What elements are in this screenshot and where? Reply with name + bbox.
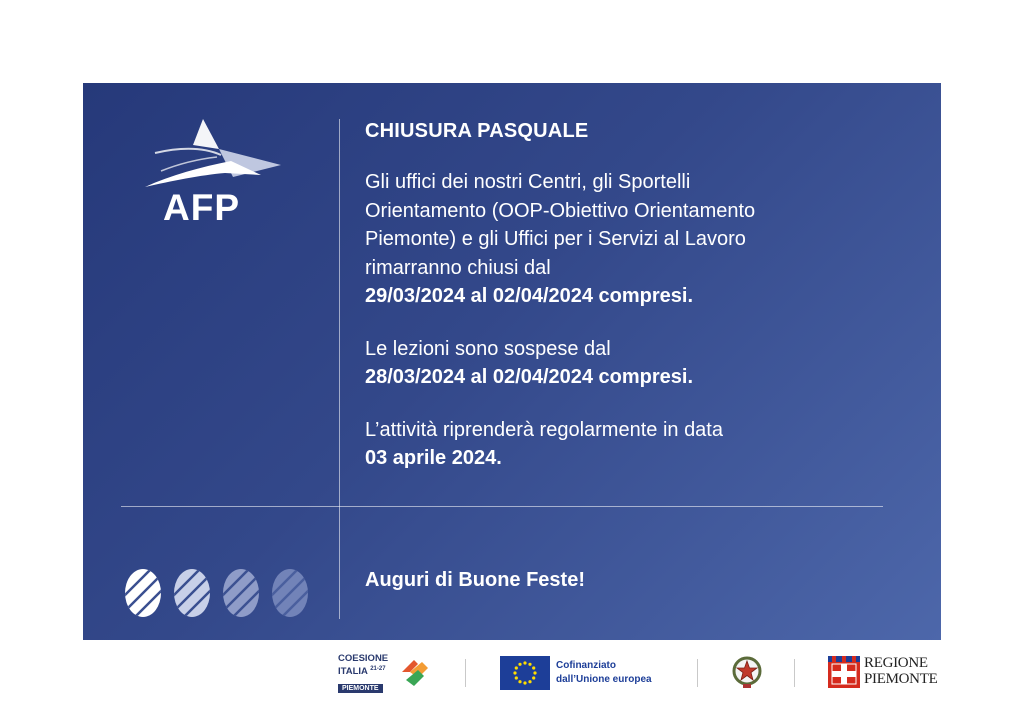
footer-separator bbox=[465, 659, 466, 687]
easter-eggs-icon bbox=[123, 567, 313, 619]
horizontal-divider bbox=[121, 506, 883, 507]
footer-separator bbox=[794, 659, 795, 687]
coesione-years: 21-27 bbox=[370, 666, 386, 672]
logo-text: AFP bbox=[163, 187, 240, 228]
regione-piemonte-flag-icon bbox=[828, 656, 860, 688]
paragraph-offices-line-1: Gli uffici dei nostri Centri, gli Sportelli bbox=[365, 171, 691, 193]
eu-line-2: dall’Unione europea bbox=[556, 674, 652, 685]
notice-content bbox=[365, 120, 885, 497]
regione-line-1: REGIONE bbox=[864, 655, 928, 671]
greeting: Auguri di Buone Feste! bbox=[365, 569, 585, 591]
paragraph-lessons bbox=[365, 335, 885, 392]
coesione-arrows-icon bbox=[400, 658, 432, 688]
resume-text: L’attività riprenderà regolarmente in data bbox=[365, 418, 723, 441]
footer-separator bbox=[697, 659, 698, 687]
vertical-divider bbox=[339, 119, 340, 619]
notice-card bbox=[83, 83, 941, 640]
paragraph-offices-line-3: Piemonte) e gli Uffici per i Servizi al Lavoro bbox=[365, 228, 746, 250]
coesione-italia-logo bbox=[338, 653, 438, 693]
eu-line-1: Cofinanziato bbox=[556, 660, 616, 671]
italian-republic-emblem-icon bbox=[730, 654, 764, 690]
coesione-italia: ITALIA bbox=[338, 666, 368, 678]
closure-dates: 29/03/2024 al 02/04/2024 compresi. bbox=[365, 285, 694, 307]
lessons-text: Le lezioni sono sospese dal bbox=[365, 337, 611, 360]
regione-line-2: PIEMONTE bbox=[864, 671, 938, 687]
resume-date: 03 aprile 2024. bbox=[365, 447, 502, 469]
notice-title: CHIUSURA PASQUALE bbox=[365, 120, 589, 142]
paragraph-offices bbox=[365, 168, 885, 311]
coesione-line-1: COESIONE bbox=[338, 653, 389, 664]
paragraph-offices-line-2: Orientamento (OOP-Obiettivo Orientamento bbox=[365, 199, 756, 222]
eu-cofinanced-label bbox=[556, 659, 652, 687]
coesione-region: PIEMONTE bbox=[338, 684, 383, 693]
regione-piemonte-label bbox=[864, 655, 937, 687]
paragraph-resume bbox=[365, 416, 885, 473]
lessons-dates: 28/03/2024 al 02/04/2024 compresi. bbox=[365, 366, 694, 388]
eu-flag-icon bbox=[500, 656, 550, 690]
paragraph-offices-line-4: rimarranno chiusi dal bbox=[365, 256, 551, 279]
